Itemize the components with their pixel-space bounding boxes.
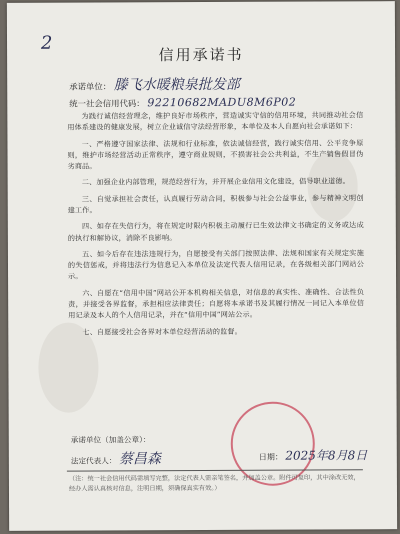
footnote: （注：统一社会信用代码需填写完整，法定代表人需亲笔签名，并加盖公章。附件可复印，其中涂改无效，经办人需认真核对信息，注明日期，须确保真实有效。） [68, 474, 360, 493]
commitment-item-3: 三、自觉承担社会责任，认真履行劳动合同，积极参与社会公益事业，参与精神文明创建工作。 [67, 193, 364, 215]
footnote-divider [67, 469, 363, 471]
representative-label: 法定代表人： [70, 456, 117, 466]
commitment-item-2: 二、加强企业内部管理，规范经营行为，并开展企业信用文化建设，倡导职业道德。 [81, 176, 350, 187]
sign-representative-line [71, 448, 161, 468]
credit-code-field [69, 96, 296, 110]
signing-date [259, 446, 367, 463]
commitment-letter-page [7, 1, 397, 531]
commitment-item-5: 五、如今后存在违法违规行为，自愿接受有关部门按照法律、法规和国家有关规定实施的失信惩戒，并将违法行为信息记入本单位及法定代表人信用记录，在各级相关部门网站公示。 [67, 248, 365, 281]
credit-code-handwritten: 92210682MADU8M6P02 [147, 95, 297, 110]
sign-unit-line: 承诺单位（加盖公章）： [70, 435, 151, 445]
representative-signature: 蔡昌森 [118, 451, 161, 468]
date-label: 日期： [258, 452, 283, 462]
date-handwritten: 2025年8月8日 [285, 448, 368, 463]
credit-code-label: 统一社会信用代码： [69, 98, 145, 109]
commitment-item-7: 七、自愿接受社会各界对本单位经营活动的监督。 [82, 326, 242, 337]
corner-page-mark: 2 [40, 32, 53, 54]
commitment-item-1: 一、严格遵守国家法律、法规和行业标准，依法诚信经营，践行诚实信用、公平竞争原则，维护市场经营活动正常秩序，遵守商业规则，不损害社会公共利益，不生产销售假冒伪劣商品。 [67, 137, 364, 171]
unit-field [69, 74, 240, 95]
unit-name-handwritten: 滕飞水暖粮泉批发部 [113, 76, 240, 94]
commitment-item-6: 六、自愿在“信用中国”网站公开本机构相关信息，对信息的真实性、准确性、合法性负责，并接受各界监督，承担相应法律责任；自愿将本承诺书及其履行情况一同记入本单位信用记录及本人的个人信用记录，并在“信用中国”网站公示。 [68, 287, 365, 320]
commitment-body [67, 109, 364, 342]
unit-label: 承诺单位： [69, 81, 112, 92]
commitment-item-4: 四、如存在失信行为，将在规定时限内积极主动履行已生效法律文书确定的义务或达成的执行和解协议，消除不良影响。 [67, 220, 364, 243]
document-title: 信用承诺书 [158, 45, 244, 65]
intro-paragraph: 为践行诚信经营理念，维护良好市场秩序，营造诚实守信的信用环境，共同推动社会信用体系建设的健康发展，树立企业诚信守法经营形象，本单位及本人自愿向社会承诺如下： [67, 110, 364, 132]
